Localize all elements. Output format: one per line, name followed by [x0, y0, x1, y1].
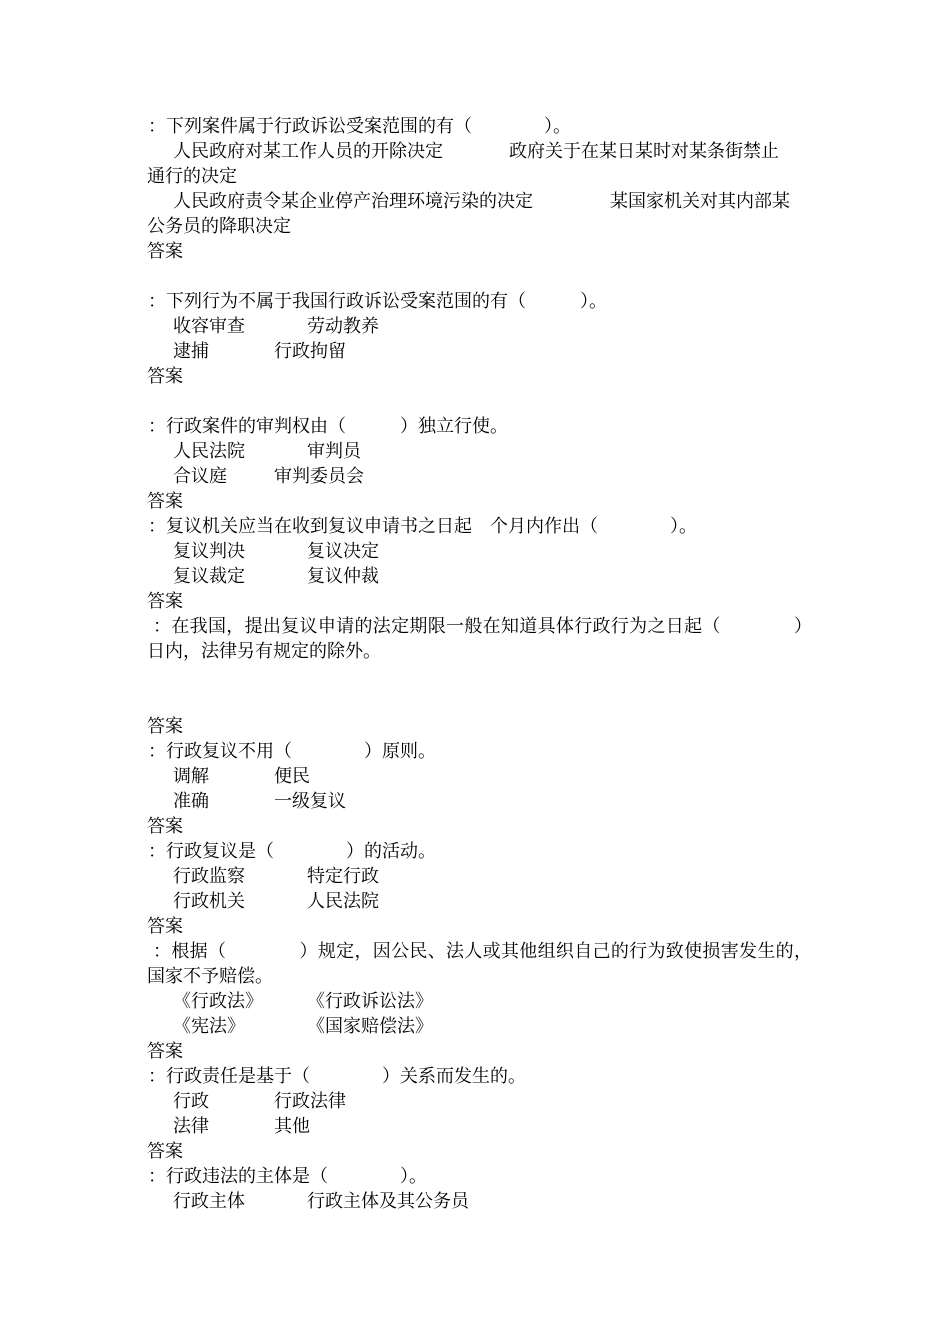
- option-continued: 公务员的降职决定: [147, 216, 291, 237]
- answer-label: 答案: [147, 591, 183, 612]
- answer-label: 答案: [147, 916, 183, 937]
- option-d: 《国家赔偿法》: [307, 1016, 433, 1037]
- option-c: 行政机关: [173, 891, 245, 912]
- answer-label: 答案: [147, 716, 183, 737]
- question-stem: ：下列行为不属于我国行政诉讼受案范围的有（ ）。: [148, 291, 607, 312]
- option-d: 复议仲裁: [307, 566, 379, 587]
- option-a: 收容审查: [173, 316, 245, 337]
- question-stem: ：下列案件属于行政诉讼受案范围的有（ ）。: [148, 116, 571, 137]
- answer-label: 答案: [147, 816, 183, 837]
- option-c: 逮捕: [173, 341, 209, 362]
- option-a: 调解: [173, 766, 209, 787]
- option-b: 《行政诉讼法》: [307, 991, 433, 1012]
- option-d: 一级复议: [274, 791, 346, 812]
- answer-label: 答案: [147, 241, 183, 262]
- option-b: 便民: [274, 766, 310, 787]
- option-c: 《宪法》: [173, 1016, 245, 1037]
- option: 某国家机关对其内部某: [610, 191, 790, 212]
- option-b: 复议决定: [307, 541, 379, 562]
- option: 人民政府对某工作人员的开除决定: [173, 141, 443, 162]
- answer-label: 答案: [147, 491, 183, 512]
- option-d: 审判委员会: [274, 466, 364, 487]
- question-stem: ：行政复议不用（ ）原则。: [148, 741, 436, 762]
- answer-label: 答案: [147, 1141, 183, 1162]
- question-stem: ：行政复议是（ ）的活动。: [148, 841, 436, 862]
- option-a: 人民法院: [173, 441, 245, 462]
- question-stem: ：在我国，提出复议申请的法定期限一般在知道具体行政行为之日起（ ）日内，法律另有规定的除外。: [147, 616, 812, 662]
- option-d: 行政拘留: [274, 341, 346, 362]
- option-c: 准确: [173, 791, 209, 812]
- question-stem: ：复议机关应当在收到复议申请书之日起 个月内作出（ ）。: [148, 516, 697, 537]
- question-stem: ：行政违法的主体是（ ）。: [148, 1166, 427, 1187]
- answer-label: 答案: [147, 1041, 183, 1062]
- option: 人民政府责令某企业停产治理环境污染的决定: [173, 191, 533, 212]
- option-a: 行政: [173, 1091, 209, 1112]
- option-continued: 通行的决定: [147, 166, 237, 187]
- option-b: 劳动教养: [307, 316, 379, 337]
- option: 政府关于在某日某时对某条街禁止: [509, 141, 779, 162]
- question-stem: ：行政案件的审判权由（ ）独立行使。: [148, 416, 508, 437]
- question-stem: ：行政责任是基于（ ）关系而发生的。: [148, 1066, 526, 1087]
- option-d: 其他: [274, 1116, 310, 1137]
- option-b: 审判员: [307, 441, 361, 462]
- option-c: 复议裁定: [173, 566, 245, 587]
- option-a: 复议判决: [173, 541, 245, 562]
- answer-label: 答案: [147, 366, 183, 387]
- option-d: 人民法院: [307, 891, 379, 912]
- option-b: 行政主体及其公务员: [307, 1191, 469, 1212]
- question-stem: ：根据（ ）规定，因公民、法人或其他组织自己的行为致使损害发生的，国家不予赔偿。: [147, 941, 812, 987]
- option-c: 法律: [173, 1116, 209, 1137]
- option-b: 行政法律: [274, 1091, 346, 1112]
- option-a: 《行政法》: [173, 991, 263, 1012]
- option-a: 行政监察: [173, 866, 245, 887]
- option-b: 特定行政: [307, 866, 379, 887]
- option-a: 行政主体: [173, 1191, 245, 1212]
- option-c: 合议庭: [173, 466, 227, 487]
